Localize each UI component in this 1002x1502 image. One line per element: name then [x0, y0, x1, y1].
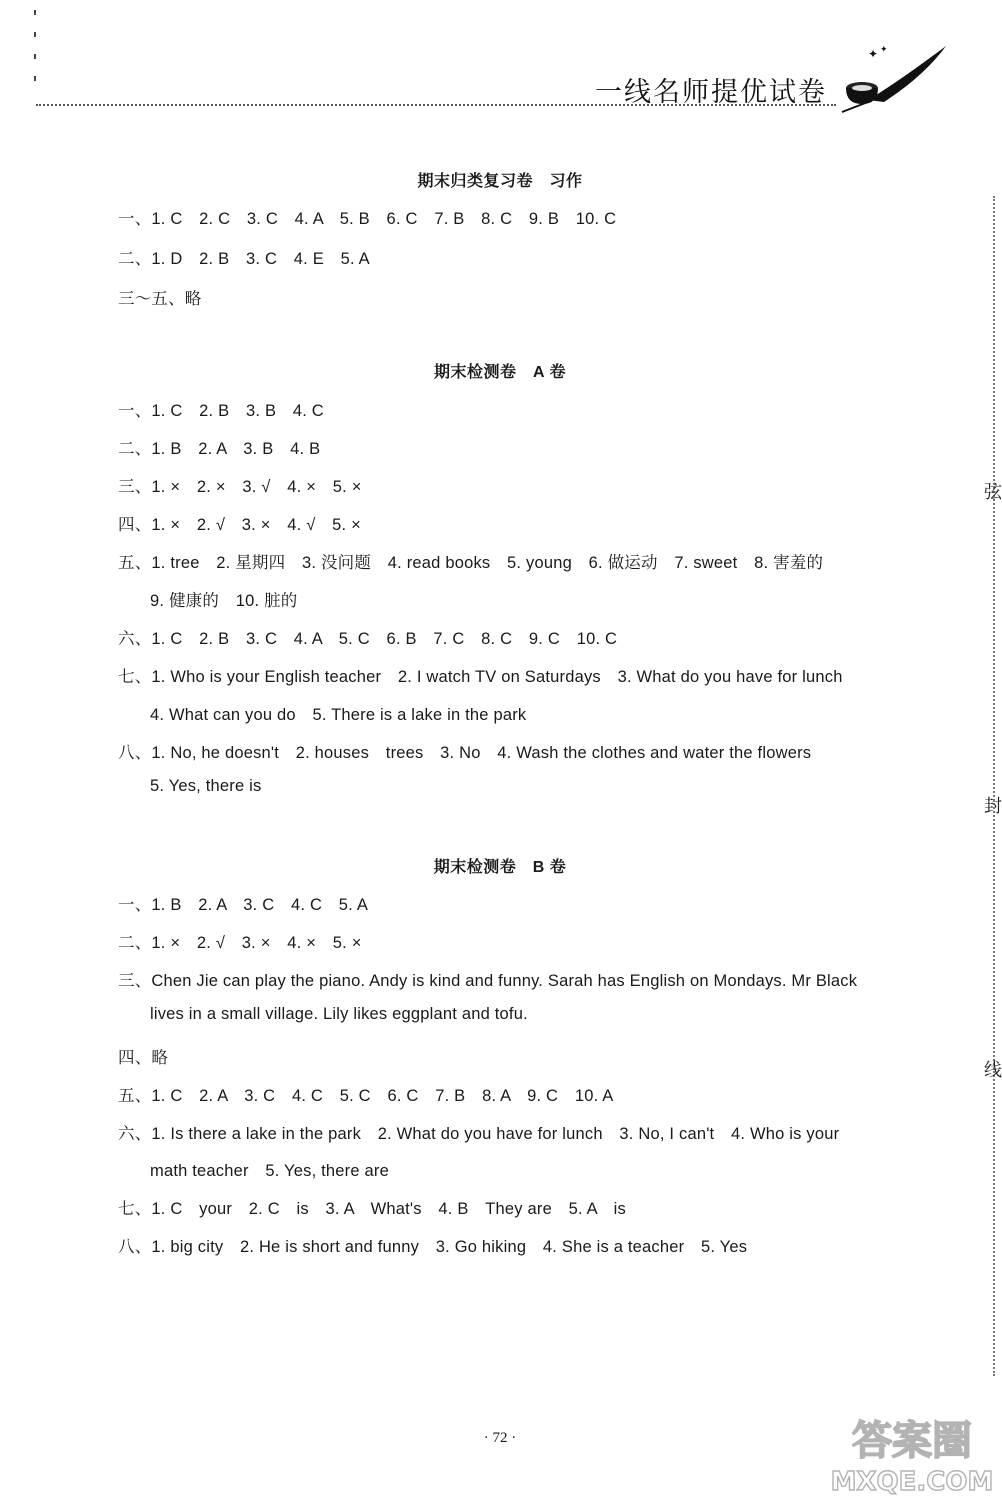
answer-line: 一、1. C 2. B 3. B 4. C: [118, 402, 324, 420]
answer-line-continued: math teacher 5. Yes, there are: [150, 1162, 389, 1180]
answer-line: 七、1. C your 2. C is 3. A What's 4. B They are 5. A is: [118, 1200, 626, 1218]
answer-line-continued: 4. What can you do 5. There is a lake in the park: [150, 706, 527, 724]
page-number: · 72 ·: [483, 1430, 517, 1446]
answer-line-continued: 5. Yes, there is: [150, 777, 262, 795]
answer-line: 六、1. C 2. B 3. C 4. A 5. C 6. B 7. C 8. C 9. C 10. C: [118, 630, 618, 648]
answer-line: 一、1. C 2. C 3. C 4. A 5. B 6. C 7. B 8. C 9. B 10. C: [118, 210, 617, 228]
answer-line: 七、1. Who is your English teacher 2. I watch TV on Saturdays 3. What do you have for lunch: [118, 668, 843, 686]
svg-text:MXQE.COM: MXQE.COM: [830, 1467, 994, 1497]
svg-text:答案圈: 答案圈: [852, 1418, 972, 1464]
answer-line: 五、1. tree 2. 星期四 3. 没问题 4. read books 5. young 6. 做运动 7. sweet 8. 害羞的: [118, 554, 824, 572]
svg-text:✦: ✦: [868, 47, 879, 61]
answer-line: 四、略: [118, 1049, 169, 1067]
answer-line: 三、1. × 2. × 3. √ 4. × 5. ×: [118, 478, 362, 496]
answer-line: 五、1. C 2. A 3. C 4. C 5. C 6. C 7. B 8. A 9. C 10. A: [118, 1087, 614, 1105]
answer-line-continued: 9. 健康的 10. 脏的: [150, 592, 298, 610]
binding-char: 线: [984, 1060, 1002, 1081]
answer-line: 六、1. Is there a lake in the park 2. What do you have for lunch 3. No, I can't 4. Who is your: [118, 1125, 840, 1143]
answer-line: 一、1. B 2. A 3. C 4. C 5. A: [118, 896, 369, 914]
quill-inkpot-icon: [838, 42, 950, 114]
answer-line: 四、1. × 2. √ 3. × 4. √ 5. ×: [118, 516, 361, 534]
binding-char: 弦: [984, 482, 1002, 503]
answer-line: 二、1. × 2. √ 3. × 4. × 5. ×: [118, 934, 362, 952]
answer-line: 二、1. B 2. A 3. B 4. B: [118, 440, 321, 458]
svg-text:✦: ✦: [880, 45, 888, 55]
left-margin-marks: [34, 10, 38, 98]
answer-line-continued: lives in a small village. Lily likes eggplant and tofu.: [150, 1005, 528, 1023]
answer-line: 八、1. No, he doesn't 2. houses trees 3. No 4. Wash the clothes and water the flowers: [118, 744, 812, 762]
header-brand: 一线名师提优试卷: [595, 77, 827, 108]
answer-line: 三～五、略: [118, 290, 202, 308]
section-title: 期末检测卷 B 卷: [433, 859, 567, 876]
section-title: 期末检测卷 A 卷: [434, 364, 566, 381]
binding-char: 封: [984, 796, 1002, 817]
answer-line: 三、Chen Jie can play the piano. Andy is kind and funny. Sarah has English on Mondays. Mr Black: [118, 972, 858, 990]
answer-line: 八、1. big city 2. He is short and funny 3. Go hiking 4. She is a teacher 5. Yes: [118, 1238, 748, 1256]
answer-line: 二、1. D 2. B 3. C 4. E 5. A: [118, 250, 370, 268]
watermark-logo: [828, 1408, 996, 1498]
section-title: 期末归类复习卷 习作: [417, 173, 583, 190]
